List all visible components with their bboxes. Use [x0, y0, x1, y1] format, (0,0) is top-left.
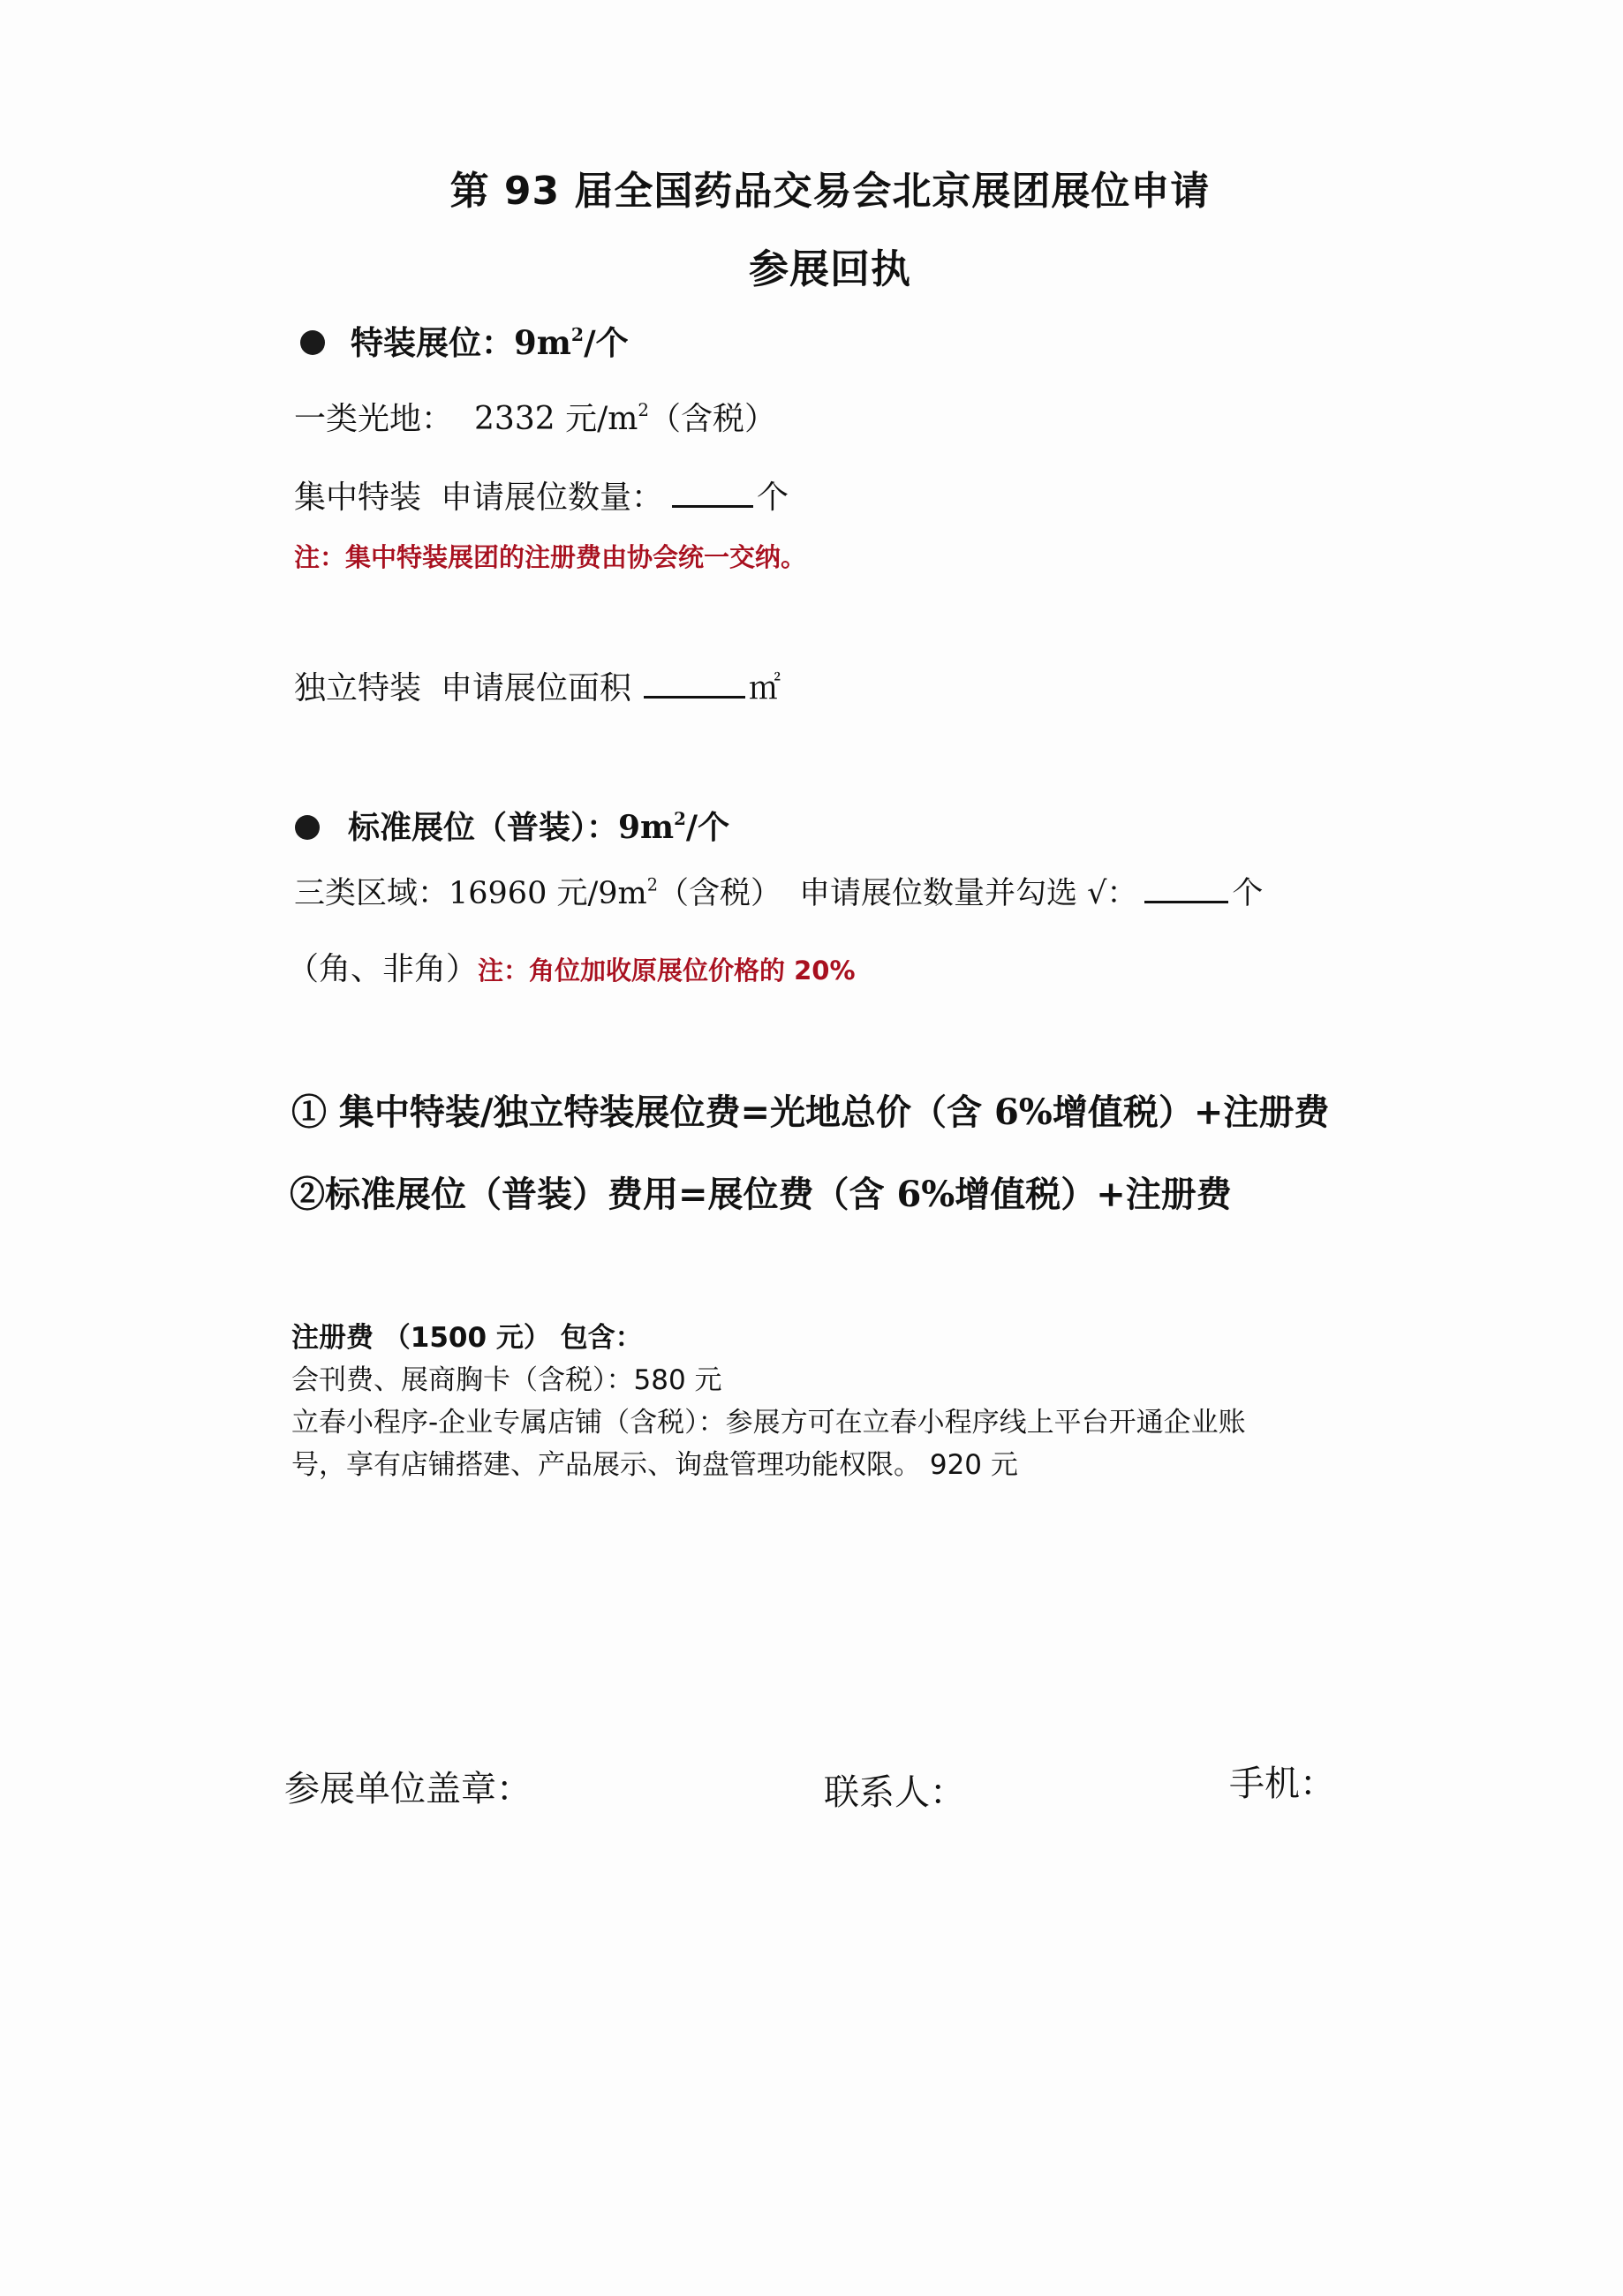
- centralized-special-row: [294, 482, 789, 514]
- centralized-fee-note: 注：集中特装展团的注册费由协会统一交纳。: [294, 542, 807, 572]
- standard-booth-price-row: [294, 874, 1264, 911]
- registration-fee-line: 号，享有店铺搭建、产品展示、询盘管理功能权限。 920 元: [291, 1449, 1018, 1481]
- raw-space-price: [294, 400, 776, 437]
- tax-included-note: （含税）: [648, 401, 776, 437]
- special-booth-heading-suffix: /个: [584, 323, 629, 362]
- bullet-icon: [300, 330, 325, 355]
- superscript: 2: [646, 874, 658, 895]
- tax-included-note: （含税）: [657, 876, 781, 911]
- standard-booth-heading-text: 标准展位（普装）：9m: [348, 809, 675, 846]
- unit-label: ㎡: [749, 670, 781, 706]
- page-title: 第 93 届全国药品交易会北京展团展位申请: [449, 169, 1211, 214]
- booth-area-label: 申请展位面积: [441, 670, 632, 706]
- unit-label: 个: [1232, 876, 1264, 911]
- registration-fee-heading: 注册费 （1500 元） 包含：: [291, 1322, 643, 1354]
- booth-count-label: 申请展位数量：: [441, 480, 664, 516]
- standard-booth-heading: [348, 808, 730, 846]
- corner-options[interactable]: （角、非角）: [287, 951, 479, 987]
- corner-surcharge-note: 注：角位加收原展位价格的 20%: [478, 955, 856, 986]
- formula-standard: ②标准展位（普装）费用=展位费（含 6%增值税）+注册费: [290, 1174, 1232, 1215]
- phone-field-label[interactable]: 手机：: [1229, 1764, 1335, 1804]
- special-booth-heading-text: 特装展位：9m: [351, 323, 571, 362]
- superscript: 2: [570, 323, 585, 345]
- standard-booth-count-field[interactable]: [1144, 900, 1228, 903]
- centralized-special-label: 集中特装: [294, 480, 422, 516]
- corner-row: [287, 951, 856, 987]
- booth-count-check-label: 申请展位数量并勾选 √：: [798, 876, 1138, 911]
- independent-special-label: 独立特装: [294, 670, 422, 706]
- standard-booth-heading-suffix: /个: [685, 809, 730, 846]
- page-subtitle: 参展回执: [748, 245, 911, 292]
- centralized-booth-count-field[interactable]: [672, 504, 753, 508]
- unit-label: 个: [757, 480, 789, 516]
- superscript: 2: [674, 808, 686, 830]
- special-booth-heading: [351, 323, 629, 362]
- raw-space-value: 2332 元/m: [474, 401, 638, 437]
- seal-field-label[interactable]: 参展单位盖章：: [284, 1769, 532, 1809]
- formula-special: ① 集中特装/独立特装展位费=光地总价（含 6%增值税）+注册费: [291, 1091, 1330, 1133]
- contact-field-label[interactable]: 联系人：: [824, 1772, 965, 1813]
- raw-space-label: 一类光地：: [294, 401, 454, 437]
- registration-fee-line: 会刊费、展商胸卡（含税）：580 元: [291, 1364, 722, 1396]
- superscript: 2: [638, 400, 649, 421]
- registration-fee-line: 立春小程序-企业专属店铺（含税）：参展方可在立春小程序线上平台开通企业账: [291, 1407, 1246, 1439]
- independent-booth-area-field[interactable]: [644, 695, 745, 699]
- independent-special-row: [294, 670, 781, 706]
- zone-three-price: 三类区域：16960 元/9m: [294, 876, 647, 911]
- bullet-icon: [295, 815, 320, 840]
